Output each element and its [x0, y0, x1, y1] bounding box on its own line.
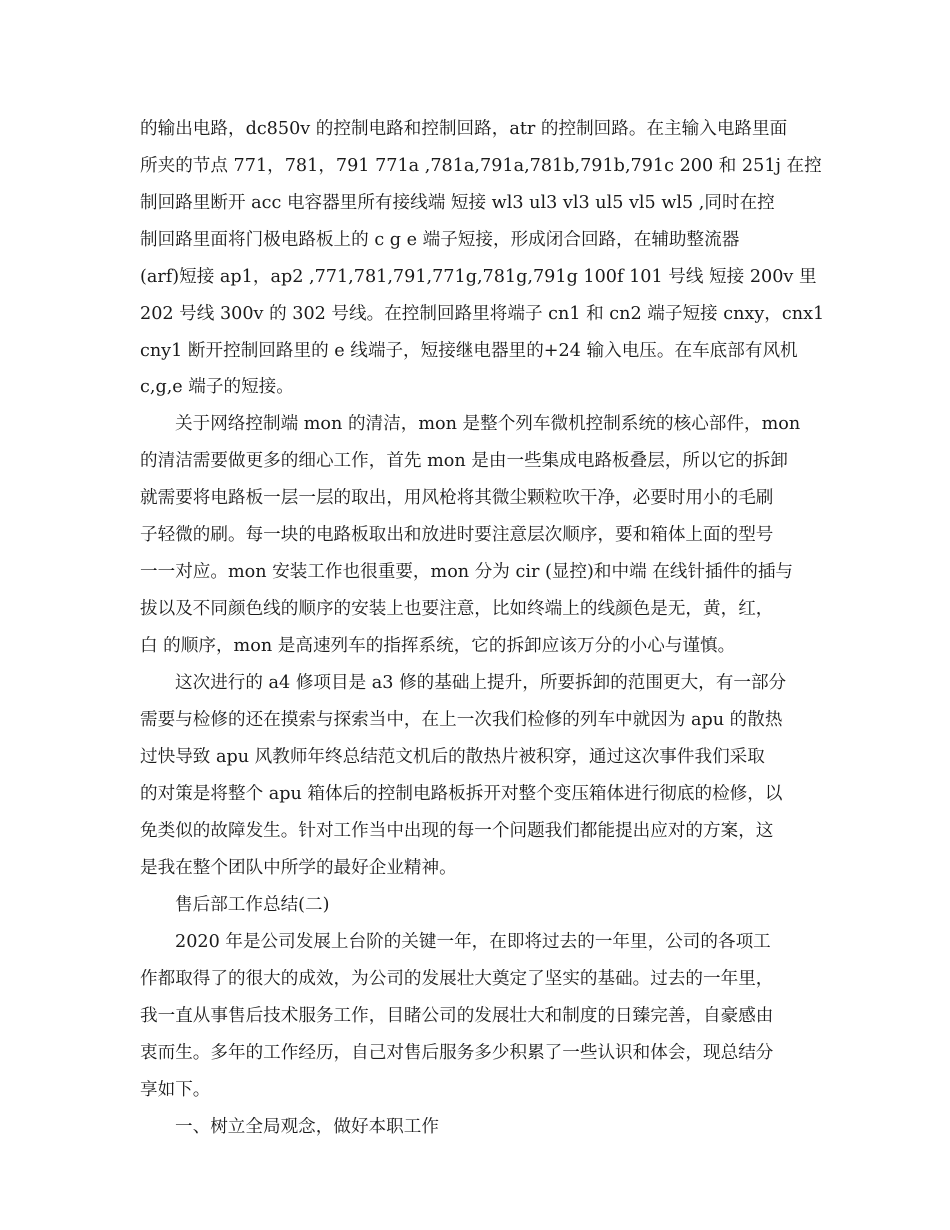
text-line: 所夹的节点 771，781，791 771a ,781a,791a,781b,791b,791c 200 和 251j 在控 — [140, 156, 822, 176]
text-line: 的输出电路，dc850v 的控制电路和控制回路，atr 的控制回路。在主输入电路里面 — [140, 119, 788, 139]
text-line: cny1 断开控制回路里的 e 线端子，短接继电器里的+24 输入电压。在车底部有风机 — [140, 341, 798, 361]
section-heading: 一、树立全局观念，做好本职工作 — [175, 1117, 439, 1137]
text-line: c,g,e 端子的短接。 — [140, 377, 294, 397]
text-line: 衷而生。多年的工作经历，自己对售后服务多少积累了一些认识和体会，现总结分 — [140, 1043, 774, 1063]
text-line: 的对策是将整个 apu 箱体后的控制电路板拆开对整个变压箱体进行彻底的检修，以 — [140, 784, 783, 804]
text-line: 免类似的故障发生。针对工作当中出现的每一个问题我们都能提出应对的方案，这 — [140, 821, 774, 841]
text-line: 过快导致 apu 风教师年终总结范文机后的散热片被积穿，通过这次事件我们采取 — [140, 747, 765, 767]
text-line: 一一对应。mon 安装工作也很重要，mon 分为 cir (显控)和中端 在线针插件的插与 — [140, 562, 794, 582]
text-line: 就需要将电路板一层一层的取出，用风枪将其微尘颗粒吹干净，必要时用小的毛刷 — [140, 488, 774, 508]
text-line: 制回路里面将门极电路板上的 c g e 端子短接，形成闭合回路，在辅助整流器 — [140, 230, 740, 250]
text-line: 拔以及不同颜色线的顺序的安装上也要注意，比如终端上的线颜色是无，黄，红， — [140, 599, 774, 619]
text-line: 需要与检修的还在摸索与探索当中，在上一次我们检修的列车中就因为 apu 的散热 — [140, 710, 783, 730]
section-heading: 售后部工作总结(二) — [175, 895, 330, 915]
paragraph-start: 2020 年是公司发展上台阶的关键一年，在即将过去的一年里，公司的各项工 — [175, 932, 771, 952]
text-line: 子轻微的刷。每一块的电路板取出和放进时要注意层次顺序，要和箱体上面的型号 — [140, 525, 774, 545]
text-line: 的清洁需要做更多的细心工作，首先 mon 是由一些集成电路板叠层，所以它的拆卸 — [140, 451, 788, 471]
text-line: (arf)短接 ap1，ap2 ,771,781,791,771g,781g,791g 100f 101 号线 短接 200v 里 — [140, 267, 817, 287]
text-line: 我一直从事售后技术服务工作，目睹公司的发展壮大和制度的日臻完善，自豪感由 — [140, 1006, 774, 1026]
paragraph-start: 这次进行的 a4 修项目是 a3 修的基础上提升，所要拆卸的范围更大，有一部分 — [175, 673, 787, 693]
text-line: 202 号线 300v 的 302 号线。在控制回路里将端子 cn1 和 cn2 端子短接 cnxy，cnx1 — [140, 304, 825, 324]
text-line: 享如下。 — [140, 1080, 211, 1100]
text-line: 是我在整个团队中所学的最好企业精神。 — [140, 858, 457, 878]
text-line: 制回路里断开 acc 电容器里所有接线端 短接 wl3 ul3 vl3 ul5 vl5 wl5 ,同时在控 — [140, 193, 775, 213]
text-line: 作都取得了的很大的成效，为公司的发展壮大奠定了坚实的基础。过去的一年里， — [140, 969, 774, 989]
paragraph-start: 关于网络控制端 mon 的清洁，mon 是整个列车微机控制系统的核心部件，mon — [175, 414, 801, 434]
text-line: 白 的顺序，mon 是高速列车的指挥系统，它的拆卸应该万分的小心与谨慎。 — [140, 636, 736, 656]
